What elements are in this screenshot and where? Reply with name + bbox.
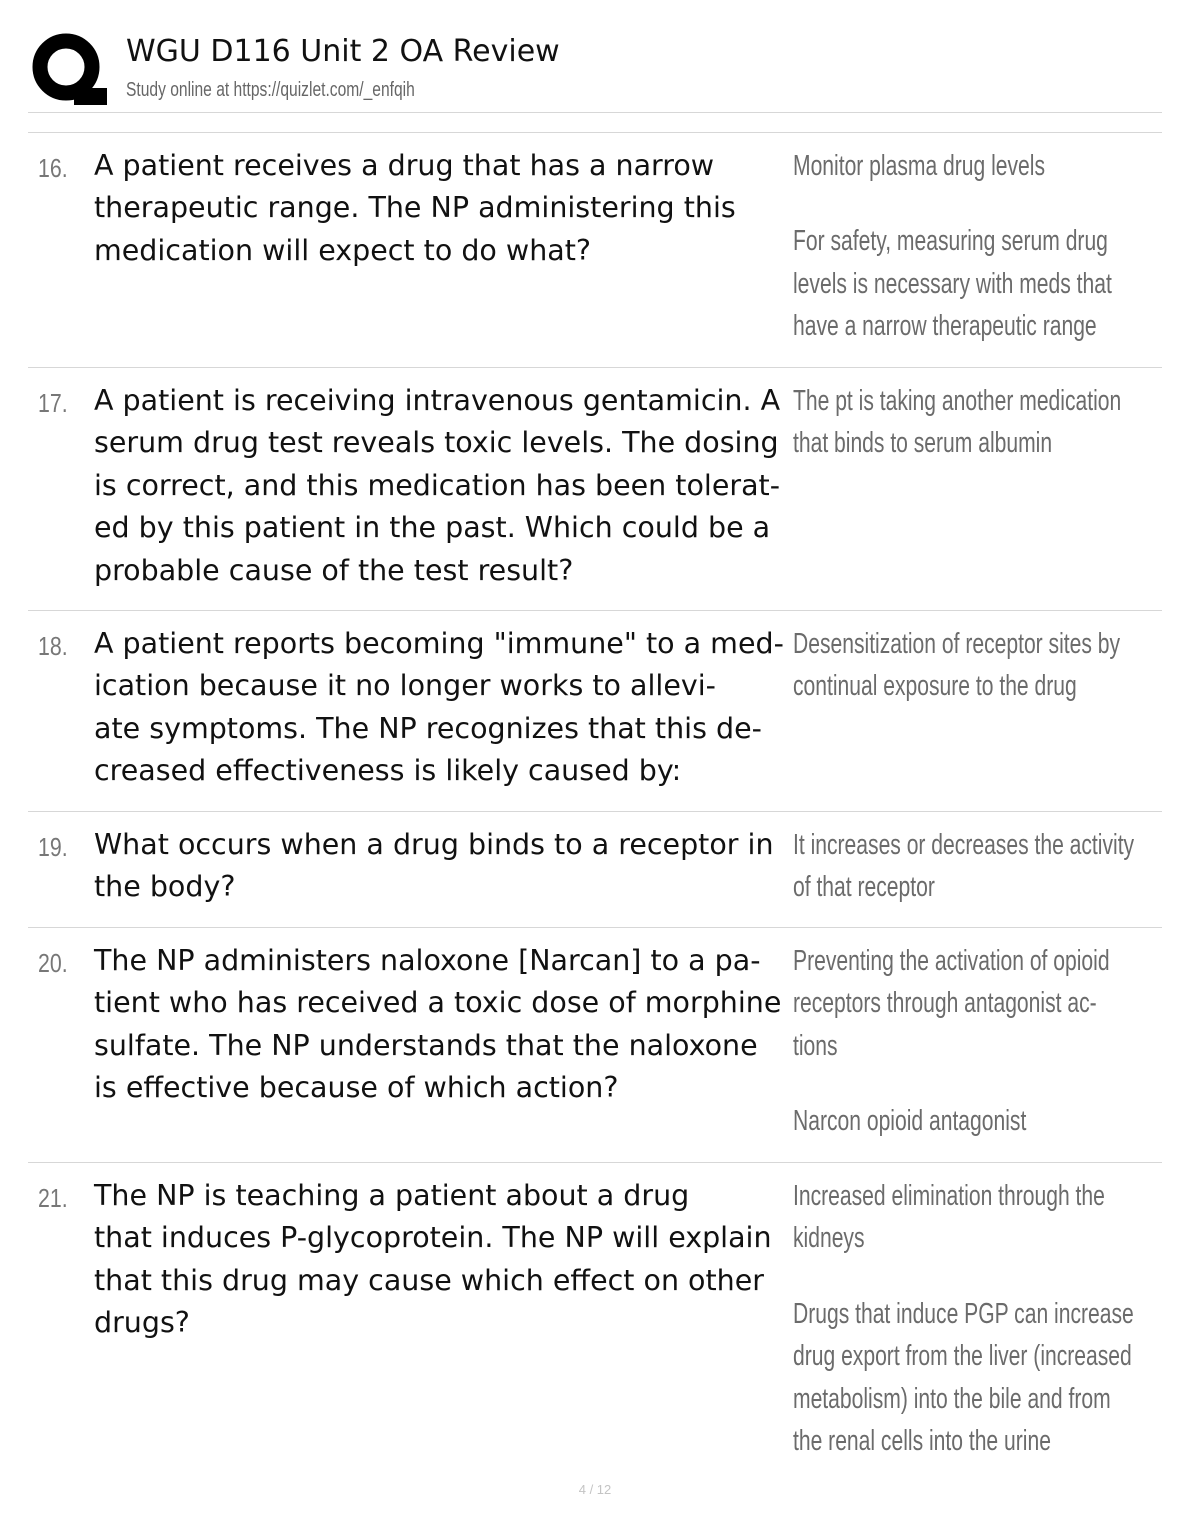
answer-line: Narcon opioid antagonist [793,1105,1027,1138]
card-question [94,145,790,272]
question-line: drugs? [94,1306,190,1340]
page-number: 4 / 12 [578,1482,612,1497]
answer-line: Increased elimination through the [793,1180,1105,1212]
card-answer [793,824,1153,909]
question-line: therapeutic range. The NP administering this [94,191,736,225]
answer-line: tions [793,1029,838,1062]
quizlet-q-icon [31,32,107,108]
document-title: WGU D116 Unit 2 OA Review [126,34,560,69]
question-line: A patient receives a drug that has a narrow [94,149,715,182]
card-question [94,380,790,592]
answer-line: It increases or decreases the activity [793,829,1135,861]
page-header [28,28,1162,113]
card-number: 16. [38,153,68,183]
question-line: is correct, and this medication has been tolerat- [94,468,780,502]
answer-line: continual exposure to the drug [793,670,1077,703]
flashcard [28,368,1162,611]
answer-line: the renal cells into the urine [793,1425,1051,1458]
card-question [94,940,790,1110]
card-question [94,1175,790,1345]
answer-line: metabolism) into the bile and from [793,1382,1111,1415]
question-line: medication will expect to do what? [94,233,592,267]
question-line: The NP is teaching a patient about a drug [94,1179,690,1212]
card-question [94,824,790,909]
card-number: 20. [38,948,68,978]
question-line: the body? [94,870,236,904]
answer-line: of that receptor [793,871,935,904]
card-number: 19. [38,832,68,862]
question-line: A patient is receiving intravenous gentamicin. A [94,384,781,417]
flashcard [28,611,1162,812]
question-line: creased effectiveness is likely caused by: [94,754,682,788]
card-answer [793,380,1153,465]
study-online-link-text: Study online at https://quizlet.com/_enfqih [126,79,415,101]
answer-line: receptors through antagonist ac- [793,987,1097,1020]
answer-line: For safety, measuring serum drug [793,225,1108,258]
answer-line: The pt is taking another medication [793,385,1122,417]
question-line: sulfate. The NP understands that the naloxone [94,1028,758,1062]
card-question [94,623,790,793]
flashcard-list [28,133,1162,1473]
flashcard [28,1163,1162,1473]
answer-line: Desensitization of receptor sites by [793,628,1121,660]
answer-line: Drugs that induce PGP can increase [793,1297,1134,1330]
card-number: 18. [38,631,68,661]
flashcard [28,812,1162,928]
answer-line: levels is necessary with meds that [793,267,1112,300]
answer-line: Monitor plasma drug levels [793,150,1046,182]
answer-line: that binds to serum albumin [793,427,1053,460]
card-answer [793,623,1153,708]
question-line: that induces P-glycoprotein. The NP will explain [94,1221,772,1255]
flashcard [28,133,1162,368]
question-line: probable cause of the test result? [94,553,574,587]
question-line: The NP administers naloxone [Narcan] to a pa- [94,944,761,977]
card-number: 17. [38,388,68,418]
question-line: ate symptoms. The NP recognizes that this de- [94,711,762,745]
question-line: that this drug may cause which effect on other [94,1263,764,1297]
question-line: is effective because of which action? [94,1071,619,1105]
question-line: tient who has received a toxic dose of morphine [94,986,782,1020]
card-answer [793,145,1153,348]
card-answer [793,940,1153,1143]
question-line: A patient reports becoming "immune" to a med- [94,627,784,660]
question-line: ed by this patient in the past. Which could be a [94,511,771,545]
answer-line: have a narrow therapeutic range [793,310,1097,343]
question-line: What occurs when a drug binds to a receptor in [94,828,774,861]
card-answer [793,1175,1153,1462]
answer-line: kidneys [793,1222,865,1255]
question-line: ication because it no longer works to allevi- [94,669,716,703]
flashcard [28,928,1162,1163]
card-number: 21. [38,1183,68,1213]
question-line: serum drug test reveals toxic levels. The dosing [94,426,779,460]
answer-line: Preventing the activation of opioid [793,945,1110,977]
answer-line: drug export from the liver (increased [793,1340,1132,1373]
